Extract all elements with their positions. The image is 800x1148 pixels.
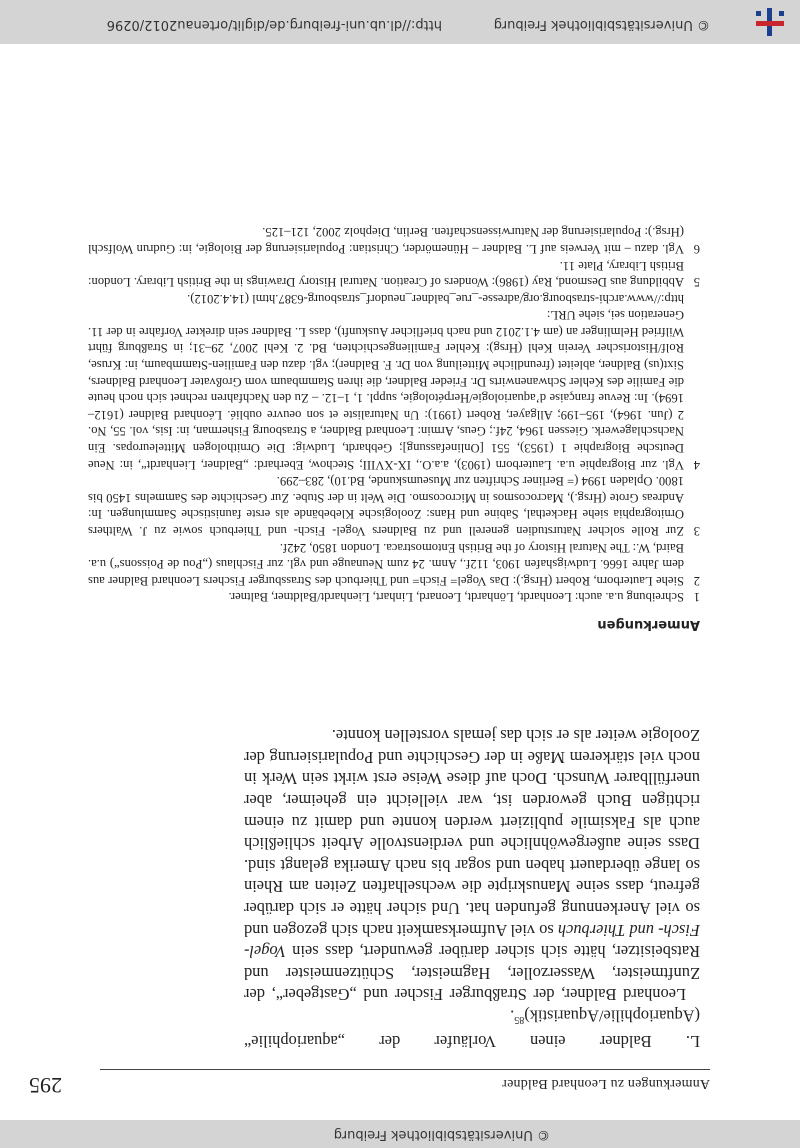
- bottom-copyright: © Universitätsbibliothek Freiburg: [493, 17, 710, 32]
- page-number: 295: [29, 1073, 62, 1098]
- library-logo-icon: [750, 8, 790, 36]
- endnote: 2 Siehe Lauterborn, Robert (Hrsg.): Das Vogel= Fisch= und Thierbuch des Strassburger Fischers Leonhard Baldner aus dem Jahre 1666. Ludwigshafen 1903, 112f., Anm. 24 zum Neunauge und vgl. zur Fischlaus („Pou de Poissons“) u.a. Baird, W.: The Natural History of the British Entomostraca. London 1850, 242f.: [88, 540, 700, 588]
- endnote: 3 Zur Rolle solcher Naturstudien generell und zu Baldners Vogel- Fisch- und Thierbuch sowie zu J. Walthers Ornitographia siehe Hackethal, Sabine und Hans: Zoologische Klebebände als erste faunistische Sammlungen. In: Andreas Grote (Hrsg.), Macrocosmos in Microcosmo. Die Welt in der Stube. Zur Geschichte des Sammelns 1450 bis 1800. Opladen 1994 (= Berliner Schriften zur Museumskunde, Bd.10), 283–299.: [88, 474, 700, 539]
- endnotes-heading: Anmerkungen: [597, 617, 700, 632]
- body-paragraph: L. Baldner einen Vorläufer der „aquariophilie“ (Aquariophilie/Aquaristik)$^{85}$.: [244, 1006, 700, 1051]
- endnote: 6 Vgl. dazu – mit Verweis auf L. Baldner – Hünemörder, Christian: Popularisierung der Biologie, in: Gudrun Wolfschl (Hrsg.): Popularisierung der Naturwissenschaften. Berlin, Diepholz 2002, 121–125.: [88, 225, 700, 256]
- bottom-watermark-band: [0, 0, 800, 44]
- top-copyright: © Universitätsbibliothek Freiburg: [333, 1127, 550, 1142]
- endnote: 5 Abbildung aus Desmond, Ray (1986): Wonders of Creation. Natural History Drawings in the British Library. London: British Library, Plate 11.: [88, 258, 700, 290]
- top-watermark-band: [0, 1120, 800, 1148]
- running-head: [29, 1069, 710, 1098]
- body-paragraph: Leonhard Baldner, der Straßburger Fischer und „Gastgeber“, der Zunftmeister, Wasserzoller, Hagmeister, Schützenmeister und Ratsbeisitzer, hätte sich sicher darüber gewundert, dass sein Vogel- Fisch- und Thierbuch so viel Aufmerksamkeit nach sich gezogen und so viel Anerkennung gefunden hat. Und sicher hätte er sich darüber gefreut, dass seine Manuskripte die wechselhaften Zeiten am Rhein so lange überdauert haben und sogar bis nach Amerika gelangt sind. Dass seine außergewöhnliche und verdienstvolle Arbeit schließlich auch als Faksimile publiziert werden konnte und damit zu einem richtigen Buch geworden ist, war vielleicht ein geheimer, aber unerfüllbarer Wunsch. Doch auf diese Weise erst wirkt sein Werk in noch viel stärkerem Maße in der Geschichte und Popularisierung der Zoologie weiter als er sich das jemals vorstellen konnte.: [244, 726, 700, 1005]
- endnotes: [88, 224, 700, 632]
- endnote: 1 Schreibung u.a. auch: Leonhardt, Lönhardt, Leonard, Linhart, Lienhardt/Baldtner, Baltner.: [228, 590, 700, 605]
- endnote-url: http://www.archi-strasbourg.org/adresse-_rue_baldner_neudorf_strasbourg-6387.html (14.4.2012).: [187, 291, 684, 306]
- document-url[interactable]: http://dl.ub.uni-freiburg.de/diglit/ortenau2012/0296: [106, 17, 442, 32]
- endnote: 4 Vgl. zur Biographie u.a. Lauterborn (1903), a.a.O., IX-XVIII; Stechow, Eberhard: „Baldner, Lienhardt“, in: Neue Deutsche Biographie 1 (1953), 551 [Onlinefassung]; Gebhardt, Ludwig: Die Ornithologen Mitteleuropas. Ein Nachschlagewerk. Giessen 1964, 24f.; Geus, Armin: Leonhard Baldner, a Strasbourg Fisherman, in: Isis, vol. 55, No. 2 (Jun. 1964), 195–199; Allgayer, Robert (1991): Un Naturaliste et son oeuvre oublié. Léonhard Baldner (1612–1694). In: Revue française d’aquariologie/Herpétologie, suppl. 1, 1–12. – Zu den Nachfahren rechnet sich noch heute die Familie des Kehler Schwanenwirts Dr. Frieder Baldner, die ihren Stammbaum vom Großvater Leonhard Baldners, Sixt(us) Baldner, ableitet (freundliche Mitteilung von Dr. F. Baldner); vgl. dazu den Familien-Stammbaum, in: Kruse, Rolf/Historischer Verein Kehl (Hrsg): Kehler Familiengeschichten, Bd. 2. Kehl 2007, 29–31; in Straßburg führt Wilfried Helmlinger an (am 4.1.2012 und nach brieflicher Auskunft), dass L. Baldner sein direkter Vorfahre in der 11. Generation sei, siehe URL:: [88, 308, 700, 472]
- body-text: [244, 725, 700, 1052]
- running-head-title: Anmerkungen zu Leonhard Baldner: [502, 1076, 710, 1091]
